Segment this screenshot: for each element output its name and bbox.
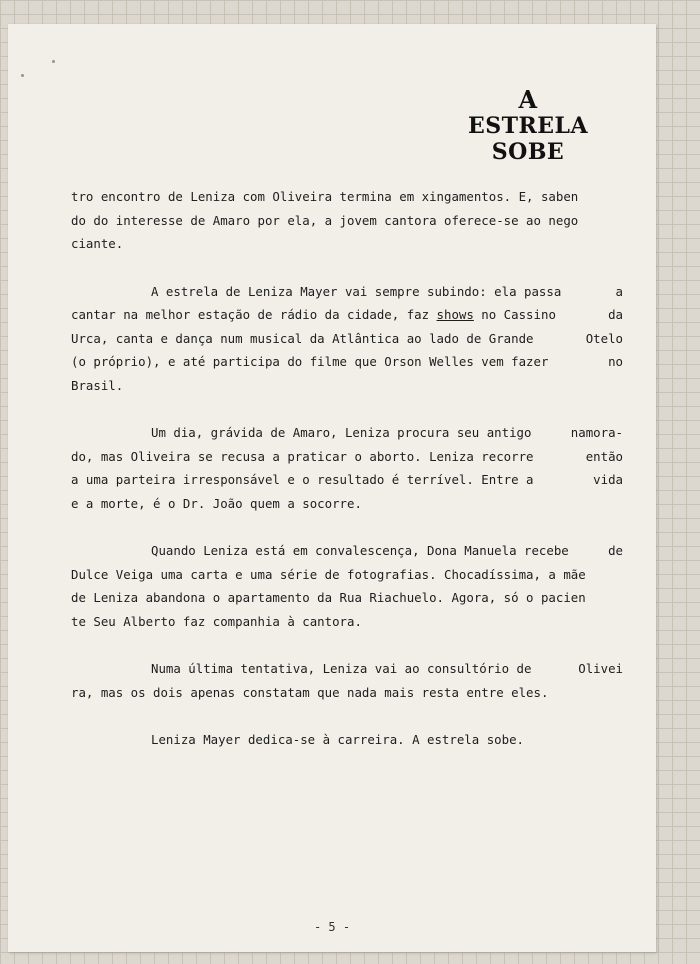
paragraph-3 (71, 421, 623, 515)
text-run: Otelo (585, 330, 623, 346)
text-line (71, 421, 623, 445)
page-number: - 5 - (313, 920, 351, 934)
text-run: a uma parteira irresponsável e o resultado é terrível. Entre a (71, 472, 534, 487)
text-run: no (608, 354, 623, 369)
text-line (71, 374, 623, 398)
text-run: da (608, 307, 623, 322)
text-run: Numa última tentativa, Leniza vai ao consultório de (151, 661, 532, 676)
text-line (71, 445, 623, 469)
text-line (71, 728, 623, 752)
text-line (71, 492, 623, 516)
text-run: então (585, 448, 623, 464)
text-line (71, 280, 623, 304)
text-line (71, 303, 623, 327)
text-run: cantar na melhor estação de rádio da cidade, faz (71, 307, 437, 322)
paper-speck (52, 60, 55, 63)
text-run: do, mas Oliveira se recusa a praticar o aborto. Leniza recorre (71, 448, 534, 464)
text-line (71, 586, 623, 610)
paper-speck (21, 74, 24, 77)
text-run: no Cassino (473, 307, 556, 322)
text-run: Urca, canta e dança num musical da Atlântica ao lado de Grande (71, 330, 534, 346)
text-line (71, 681, 623, 705)
text-run: namora- (570, 425, 623, 440)
text-run: tro encontro de Leniza com Oliveira termina em xingamentos. E, saben (71, 189, 579, 204)
emphasis-word: shows (436, 307, 474, 322)
paragraph-4 (71, 539, 623, 633)
text-line (71, 209, 623, 233)
text-run: Quando Leniza está em convalescença, Dona Manuela recebe (151, 543, 569, 558)
logo-line-1: A (518, 85, 538, 114)
text-group (71, 303, 556, 327)
logo-line-3: SOBE (491, 139, 565, 165)
text-line (71, 185, 623, 209)
text-run: A estrela de Leniza Mayer vai sempre subindo: ela passa (151, 283, 562, 299)
text-run: ra, mas os dois apenas constatam que nada mais resta entre eles. (71, 684, 549, 700)
text-run: Olivei (578, 661, 623, 676)
paragraph-2 (71, 280, 623, 398)
text-run: Leniza Mayer dedica-se à carreira. A estrela sobe. (151, 732, 524, 747)
text-run: a (615, 283, 623, 299)
title-logo (463, 87, 593, 165)
text-line (71, 657, 623, 681)
text-run: do do interesse de Amaro por ela, a jovem cantora oferece-se ao nego (71, 212, 579, 228)
text-line (71, 232, 623, 256)
paragraph-1 (71, 185, 623, 256)
text-line (71, 563, 623, 587)
text-run: te Seu Alberto faz companhia à cantora. (71, 613, 362, 629)
text-run: Brasil. (71, 377, 124, 393)
text-run: Um dia, grávida de Amaro, Leniza procura seu antigo (151, 425, 532, 440)
text-run: de Leniza abandona o apartamento da Rua Riachuelo. Agora, só o pacien (71, 590, 586, 605)
body-text (71, 185, 623, 776)
text-line (71, 610, 623, 634)
text-run: de (608, 543, 623, 558)
text-line (71, 539, 623, 563)
paragraph-6 (71, 728, 623, 752)
text-line (71, 468, 623, 492)
document-page (8, 24, 656, 952)
text-line (71, 350, 623, 374)
text-line (71, 327, 623, 351)
logo-line-2: ESTRELA (467, 113, 589, 139)
text-run: e a morte, é o Dr. João quem a socorre. (71, 495, 362, 511)
paragraph-5 (71, 657, 623, 704)
text-run: vida (593, 472, 623, 487)
text-run: ciante. (71, 236, 124, 251)
text-run: Dulce Veiga uma carta e uma série de fotografias. Chocadíssima, a mãe (71, 566, 586, 582)
text-run: (o próprio), e até participa do filme que Orson Welles vem fazer (71, 354, 549, 369)
